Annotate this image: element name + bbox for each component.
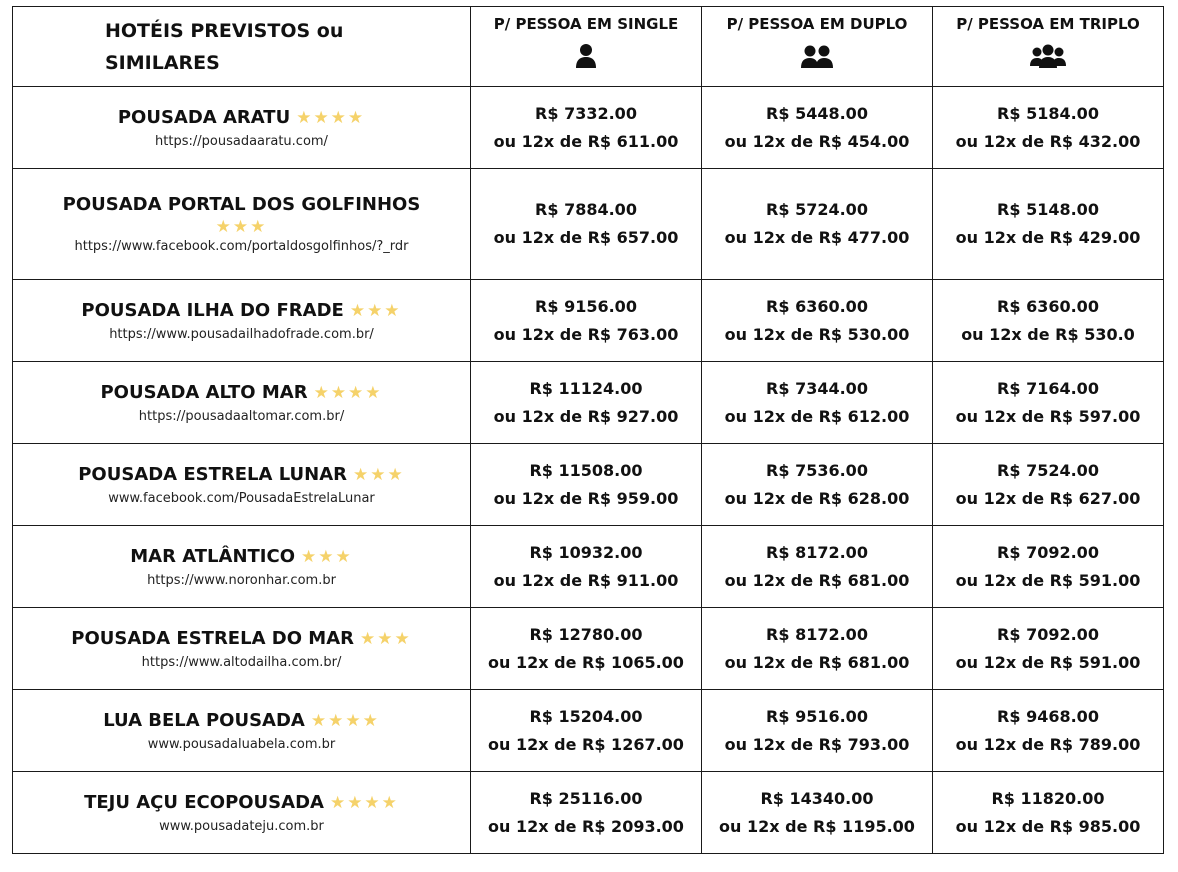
table-row [13,87,1164,169]
price: R$ 5184.00 [997,103,1099,123]
double-price-cell [702,772,933,854]
double-header-label: P/ PESSOA EM DUPLO [726,15,908,33]
double-price-cell [702,444,933,526]
price: R$ 9468.00 [997,706,1099,726]
double-price-cell [702,280,933,362]
table-row [13,772,1164,854]
price: R$ 10932.00 [529,542,643,562]
price: R$ 11124.00 [529,378,643,398]
double-price-cell [702,526,933,608]
double-price-cell [702,169,933,280]
table-row [13,169,1164,280]
star-rating-icon: ★★★ [353,464,405,485]
hotel-link[interactable]: https://www.facebook.com/portaldosgolfinhos/?_rdr [74,239,409,254]
star-rating-icon: ★★★ [301,546,353,567]
table-row [13,526,1164,608]
price: R$ 8172.00 [766,542,868,562]
price: R$ 11508.00 [529,460,643,480]
hotel-link[interactable]: www.pousadateju.com.br [159,818,324,834]
triple-header [933,7,1164,87]
installment: ou 12x de R$ 627.00 [955,488,1141,508]
installment: ou 12x de R$ 657.00 [493,228,679,247]
hotel-name: POUSADA ALTO MAR [100,381,308,403]
installment: ou 12x de R$ 612.00 [724,406,910,426]
triple-price-cell [933,169,1164,280]
price: R$ 6360.00 [997,296,1099,316]
hotel-name: LUA BELA POUSADA [103,709,305,731]
hotel-name: POUSADA PORTAL DOS GOLFINHOS [62,194,421,215]
price: R$ 7332.00 [535,103,637,123]
installment: ou 12x de R$ 959.00 [493,488,679,508]
hotels-header-line2: SIMILARES [105,51,220,74]
single-price-cell [471,444,702,526]
table-row [13,444,1164,526]
installment: ou 12x de R$ 789.00 [955,734,1141,754]
double-price-cell [702,362,933,444]
price: R$ 7536.00 [766,460,868,480]
price: R$ 6360.00 [766,296,868,316]
single-price-cell [471,280,702,362]
installment: ou 12x de R$ 530.00 [724,324,910,344]
table-row [13,280,1164,362]
installment: ou 12x de R$ 763.00 [493,324,679,344]
hotels-header [13,7,471,87]
single-price-cell [471,690,702,772]
triple-header-label: P/ PESSOA EM TRIPLO [956,15,1140,33]
installment: ou 12x de R$ 985.00 [955,816,1141,836]
hotel-link[interactable]: https://www.pousadailhadofrade.com.br/ [109,326,374,342]
hotel-name: POUSADA ESTRELA DO MAR [71,627,354,649]
hotel-cell [13,280,471,362]
table-row [13,608,1164,690]
single-header [471,7,702,87]
triple-price-cell [933,690,1164,772]
installment: ou 12x de R$ 793.00 [724,734,910,754]
hotel-price-table [12,6,1164,854]
price: R$ 15204.00 [529,706,643,726]
installment: ou 12x de R$ 628.00 [724,488,910,508]
hotel-name: MAR ATLÂNTICO [130,545,295,567]
hotel-name: POUSADA ARATU [117,106,291,128]
star-rating-icon: ★★★★ [310,710,380,731]
price: R$ 8172.00 [766,624,868,644]
price: R$ 5148.00 [997,200,1099,219]
price: R$ 7524.00 [997,460,1099,480]
installment: ou 12x de R$ 1065.00 [488,652,684,672]
hotel-cell [13,87,471,169]
triple-price-cell [933,280,1164,362]
hotel-link[interactable]: https://pousadaaltomar.com.br/ [138,408,345,424]
double-price-cell [702,690,933,772]
hotel-link[interactable]: https://pousadaaratu.com/ [155,133,328,149]
table-row [13,690,1164,772]
triple-price-cell [933,772,1164,854]
installment: ou 12x de R$ 911.00 [493,570,679,590]
star-rating-icon: ★★★ [359,628,412,649]
star-rating-icon: ★★★★ [329,792,399,813]
hotel-cell [13,690,471,772]
hotel-cell [13,444,471,526]
price: R$ 7164.00 [997,378,1099,398]
table-header-row [13,7,1164,87]
hotel-cell [13,526,471,608]
single-price-cell [471,608,702,690]
star-rating-icon: ★★★★ [313,382,383,403]
single-price-cell [471,526,702,608]
price: R$ 7344.00 [766,378,868,398]
star-rating-icon: ★★★ [349,300,402,321]
triple-price-cell [933,362,1164,444]
installment: ou 12x de R$ 591.00 [955,652,1141,672]
price: R$ 11820.00 [991,788,1105,808]
price: R$ 5724.00 [766,200,868,219]
hotel-link[interactable]: https://www.noronhar.com.br [147,572,336,588]
installment: ou 12x de R$ 681.00 [724,570,910,590]
double-price-cell [702,608,933,690]
installment: ou 12x de R$ 681.00 [724,652,910,672]
single-price-cell [471,169,702,280]
triple-price-cell [933,526,1164,608]
single-price-cell [471,87,702,169]
single-price-cell [471,362,702,444]
hotel-name: POUSADA ESTRELA LUNAR [78,463,348,485]
price: R$ 14340.00 [760,788,874,808]
hotel-name: POUSADA ILHA DO FRADE [81,299,344,321]
installment: ou 12x de R$ 477.00 [724,228,910,247]
single-person-icon [574,43,598,69]
price: R$ 7092.00 [997,542,1099,562]
hotel-cell [13,772,471,854]
price: R$ 5448.00 [766,103,868,123]
installment: ou 12x de R$ 530.0 [961,324,1135,344]
triple-price-cell [933,608,1164,690]
three-persons-icon [1030,43,1066,69]
installment: ou 12x de R$ 2093.00 [488,816,684,836]
price: R$ 9516.00 [766,706,868,726]
hotel-link[interactable]: https://www.altodailha.com.br/ [141,654,342,670]
two-persons-icon [800,43,834,69]
star-rating-icon: ★★★★ [296,107,366,128]
hotel-link[interactable]: www.pousadaluabela.com.br [147,736,336,752]
hotel-link[interactable]: www.facebook.com/PousadaEstrelaLunar [108,490,375,506]
price: R$ 25116.00 [529,788,643,808]
price: R$ 12780.00 [529,624,643,644]
installment: ou 12x de R$ 1267.00 [488,734,684,754]
installment: ou 12x de R$ 927.00 [493,406,679,426]
single-header-label: P/ PESSOA EM SINGLE [493,15,679,33]
installment: ou 12x de R$ 597.00 [955,406,1141,426]
installment: ou 12x de R$ 432.00 [955,131,1141,151]
triple-price-cell [933,87,1164,169]
price: R$ 9156.00 [535,296,637,316]
price: R$ 7092.00 [997,624,1099,644]
table-row [13,362,1164,444]
installment: ou 12x de R$ 611.00 [493,131,679,151]
installment: ou 12x de R$ 591.00 [955,570,1141,590]
triple-price-cell [933,444,1164,526]
double-header [702,7,933,87]
hotel-cell [13,362,471,444]
star-rating-icon: ★★★ [215,217,268,237]
price: R$ 7884.00 [535,200,637,219]
hotel-name: TEJU AÇU ECOPOUSADA [84,791,324,813]
double-price-cell [702,87,933,169]
hotels-header-line1: HOTÉIS PREVISTOS ou [105,19,344,42]
hotel-cell [13,608,471,690]
single-price-cell [471,772,702,854]
installment: ou 12x de R$ 1195.00 [719,816,915,836]
hotel-cell [13,169,471,280]
installment: ou 12x de R$ 429.00 [955,228,1141,247]
installment: ou 12x de R$ 454.00 [724,131,910,151]
